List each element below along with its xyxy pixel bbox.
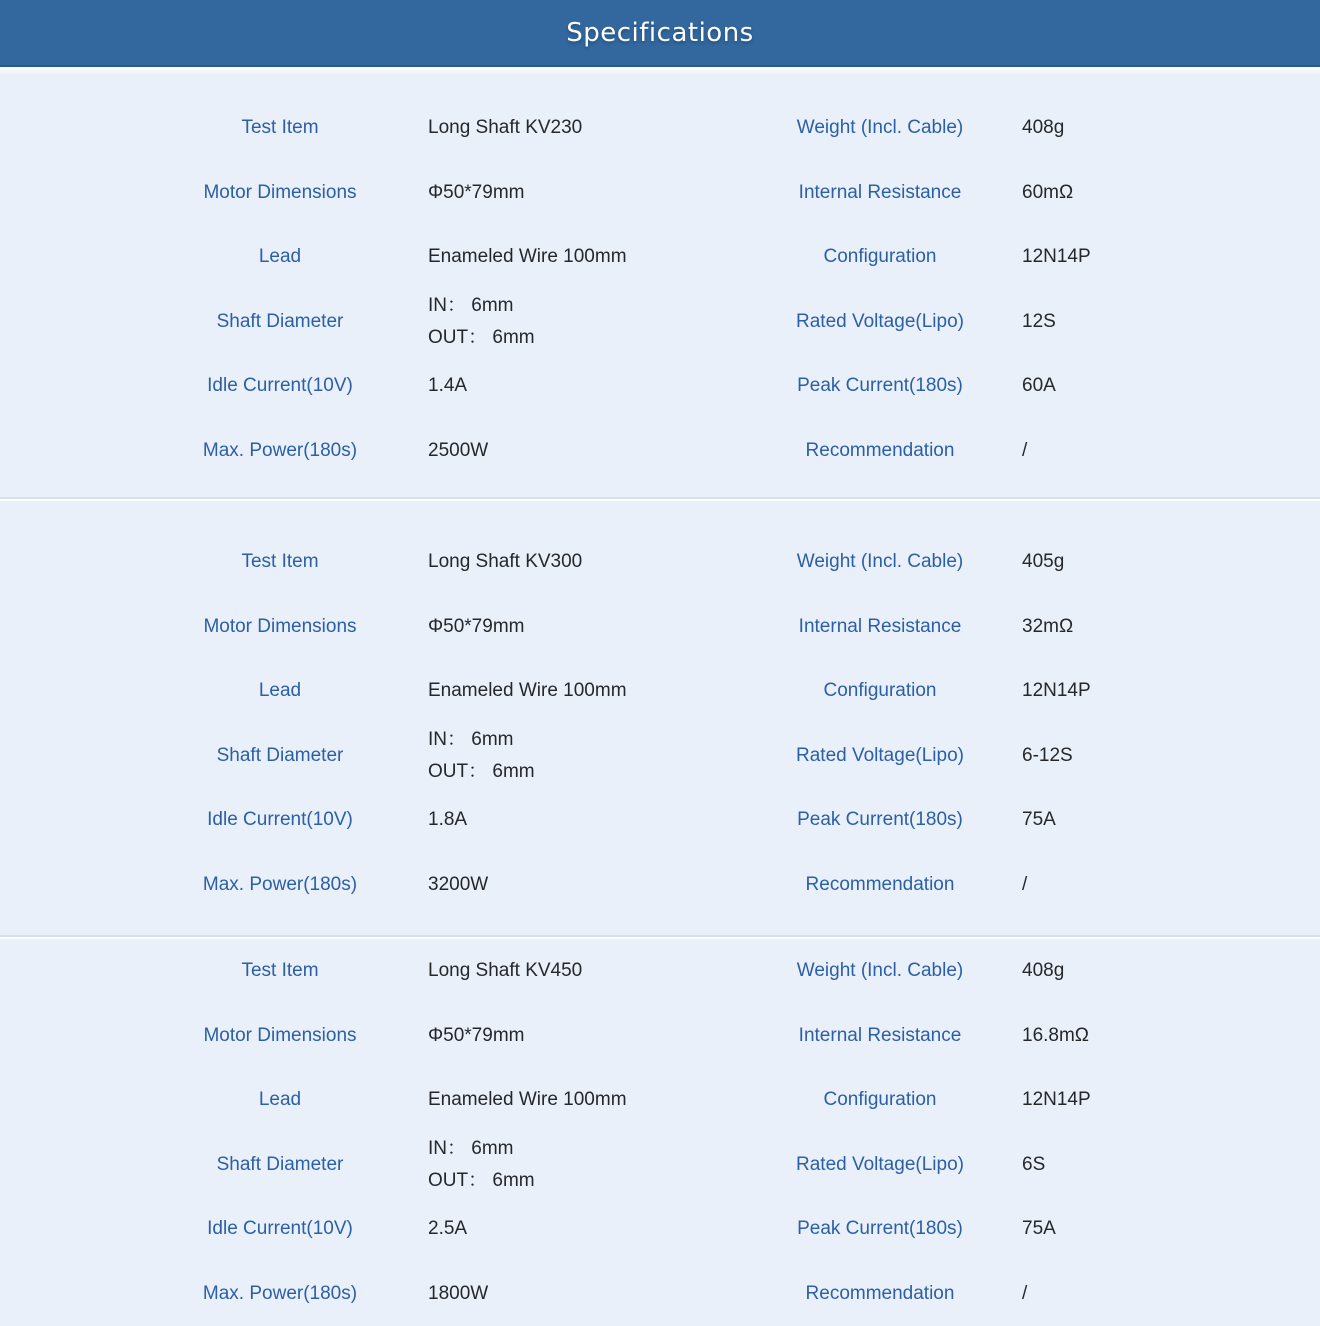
spec-value: 16.8mΩ [1022,1024,1090,1046]
spec-row-lead [0,225,1320,290]
spec-row-lead [0,659,1320,724]
spec-label: Configuration [823,680,937,702]
spec-label: Idle Current(10V) [207,1218,353,1240]
spec-value: 12N14P [1022,1089,1091,1111]
spec-section-kv300 [0,501,1320,935]
spec-label: Test Item [241,960,319,982]
spec-label: Lead [258,246,302,268]
spec-row-lead [0,1068,1320,1133]
spec-value: Enameled Wire 100mm [428,1089,627,1111]
spec-value: 1800W [428,1282,489,1304]
spec-label: Motor Dimensions [203,1024,357,1046]
spec-row-motor-dimensions [0,1004,1320,1069]
spec-value: / [1022,439,1028,461]
spec-label: Test Item [241,551,319,573]
spec-row-test-item [0,96,1320,161]
spec-value: 75A [1022,809,1056,831]
header-fade-divider [0,67,1320,75]
spec-value: Long Shaft KV230 [428,117,583,139]
spec-value: 12S [1022,310,1056,332]
spec-label: Shaft Diameter [216,1153,344,1175]
spec-value-line: IN： 6mm [428,1137,514,1159]
spec-label: Lead [258,680,302,702]
spec-value: 12N14P [1022,680,1091,702]
spec-value-line: OUT： 6mm [428,760,535,782]
spec-value: 408g [1022,960,1065,982]
spec-row-idle-current [0,1197,1320,1262]
spec-label: Shaft Diameter [216,744,344,766]
spec-label: Peak Current(180s) [797,1218,963,1240]
spec-value: Long Shaft KV450 [428,960,583,982]
spec-label: Rated Voltage(Lipo) [796,1153,964,1175]
spec-value: / [1022,873,1028,895]
spec-row-test-item [0,939,1320,1004]
spec-section-kv230 [0,75,1320,497]
spec-label: Weight (Incl. Cable) [796,117,964,139]
spec-value: Enameled Wire 100mm [428,680,627,702]
spec-label: Weight (Incl. Cable) [796,960,964,982]
spec-section-kv450 [0,939,1320,1326]
spec-label: Internal Resistance [798,615,962,637]
spec-value: 12N14P [1022,246,1091,268]
spec-row-max-power [0,419,1320,484]
spec-value: 75A [1022,1218,1056,1240]
spec-value-line: OUT： 6mm [428,1169,535,1191]
spec-label: Configuration [823,246,937,268]
spec-label: Idle Current(10V) [207,809,353,831]
spec-row-idle-current [0,788,1320,853]
spec-value: 60A [1022,375,1056,397]
spec-value: 405g [1022,551,1065,573]
spec-value-line: IN： 6mm [428,294,514,316]
spec-value: Long Shaft KV300 [428,551,583,573]
spec-value: 6S [1022,1153,1046,1175]
spec-value: 60mΩ [1022,181,1074,203]
specifications-header [0,0,1320,67]
page-title: Specifications [566,17,754,48]
spec-value [420,724,755,788]
spec-label: Max. Power(180s) [202,1282,358,1304]
spec-value: 3200W [428,873,489,895]
spec-row-test-item [0,530,1320,595]
spec-row-motor-dimensions [0,161,1320,226]
spec-value: 1.8A [428,809,468,831]
spec-value [420,1133,755,1197]
spec-row-max-power [0,1262,1320,1326]
spec-value [420,290,755,354]
spec-value: 2.5A [428,1218,468,1240]
spec-label: Max. Power(180s) [202,873,358,895]
spec-label: Rated Voltage(Lipo) [796,310,964,332]
spec-label: Recommendation [805,873,955,895]
spec-row-shaft-diameter [0,724,1320,789]
spec-label: Max. Power(180s) [202,439,358,461]
spec-value: 408g [1022,117,1065,139]
spec-value: 1.4A [428,375,468,397]
spec-label: Motor Dimensions [203,181,357,203]
spec-label: Motor Dimensions [203,615,357,637]
spec-value-line: OUT： 6mm [428,326,535,348]
spec-value: Φ50*79mm [428,181,525,203]
spec-label: Shaft Diameter [216,310,344,332]
spec-label: Rated Voltage(Lipo) [796,744,964,766]
spec-row-max-power [0,853,1320,918]
spec-label: Idle Current(10V) [207,375,353,397]
spec-value: Φ50*79mm [428,615,525,637]
spec-label: Lead [258,1089,302,1111]
spec-value: / [1022,1282,1028,1304]
spec-label: Recommendation [805,1282,955,1304]
spec-value: Enameled Wire 100mm [428,246,627,268]
spec-label: Weight (Incl. Cable) [796,551,964,573]
spec-value: 6-12S [1022,744,1073,766]
spec-row-shaft-diameter [0,1133,1320,1198]
spec-value: 32mΩ [1022,615,1074,637]
spec-label: Configuration [823,1089,937,1111]
spec-label: Internal Resistance [798,181,962,203]
spec-row-shaft-diameter [0,290,1320,355]
spec-value: Φ50*79mm [428,1024,525,1046]
spec-value-line: IN： 6mm [428,728,514,750]
spec-label: Recommendation [805,439,955,461]
spec-label: Internal Resistance [798,1024,962,1046]
spec-label: Test Item [241,117,319,139]
spec-row-motor-dimensions [0,595,1320,660]
spec-value: 2500W [428,439,489,461]
spec-label: Peak Current(180s) [797,375,963,397]
spec-label: Peak Current(180s) [797,809,963,831]
spec-row-idle-current [0,354,1320,419]
